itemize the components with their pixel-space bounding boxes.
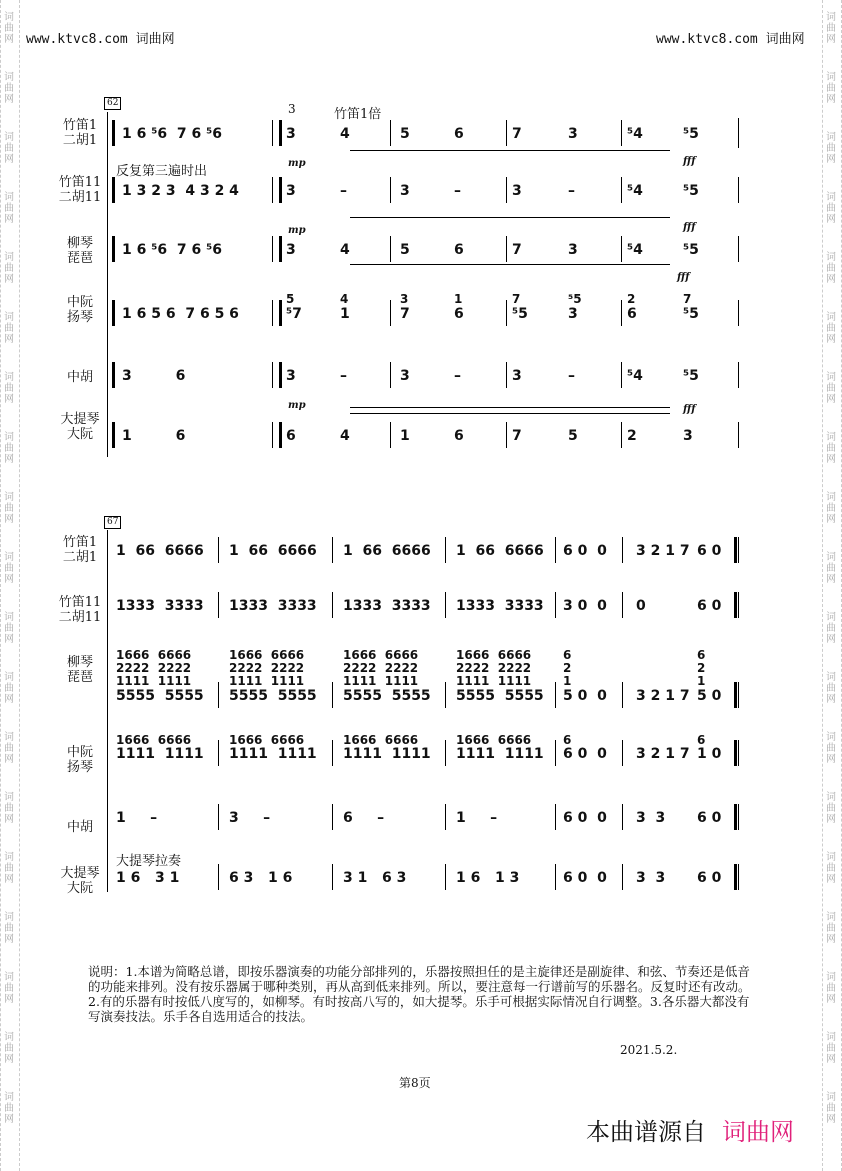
- instrument-label: 竹笛11 二胡11: [58, 175, 102, 205]
- intro-notes: 1 3 2 3 4 3 2 4: [122, 183, 239, 199]
- note-cell: 5555 5555: [116, 688, 204, 704]
- final-bar: [734, 864, 737, 890]
- bar-line: [272, 422, 273, 448]
- chord-note: 1111 1111: [343, 674, 419, 688]
- instrument-label: 竹笛11 二胡11: [58, 595, 102, 625]
- watermark-mark: 词 曲 网: [4, 372, 14, 405]
- crescendo-line: [350, 217, 670, 218]
- dynamic-fff: fff: [683, 156, 696, 167]
- final-bar: [734, 740, 737, 766]
- note-cell: 1111 1111: [456, 746, 544, 762]
- note-cell: 1 –: [116, 810, 158, 826]
- note-cell: 1333 3333: [343, 598, 431, 614]
- repeat-bar: [279, 422, 282, 448]
- bar-line: [622, 804, 623, 830]
- bar-line: [390, 362, 391, 388]
- bar-line: [218, 682, 219, 708]
- note-cell: 1111 1111: [229, 746, 317, 762]
- bar-line: [218, 864, 219, 890]
- watermark-mark: 词 曲 网: [826, 12, 836, 45]
- bar-line: [738, 740, 739, 766]
- note-cell: 7: [512, 242, 522, 258]
- note-cell: 5: [400, 242, 410, 258]
- bar-line: [332, 682, 333, 708]
- note-cell: 6 –: [343, 810, 385, 826]
- repeat-bar: [279, 177, 282, 203]
- crescendo-line: [350, 407, 670, 408]
- repeat-bar: [112, 422, 115, 448]
- chord-note: 2222 2222: [116, 661, 192, 675]
- note-cell: ⁵4: [627, 183, 643, 199]
- note-cell: ⁵4: [627, 242, 643, 258]
- watermark-mark: 词 曲 网: [4, 312, 14, 345]
- note-cell: 6 0: [697, 870, 722, 886]
- bar-line: [506, 362, 507, 388]
- watermark-mark: 词 曲 网: [4, 972, 14, 1005]
- upper-note: 1666 6666: [343, 733, 419, 747]
- note-cell: 3 3: [636, 810, 666, 826]
- note-cell: 3: [286, 242, 296, 258]
- chord-note: 1111 1111: [229, 674, 305, 688]
- instrument-label: 中阮 扬琴: [66, 295, 93, 325]
- upper-note: 7: [512, 292, 521, 306]
- dynamic-mp: mp: [288, 225, 306, 236]
- note-cell: ⁵5: [683, 126, 699, 142]
- watermark-mark: 词 曲 网: [826, 312, 836, 345]
- bar-line: [738, 537, 739, 563]
- note-cell: –: [568, 183, 575, 199]
- watermark-mark: 词 曲 网: [826, 72, 836, 105]
- bar-line: [622, 592, 623, 618]
- watermark-mark: 词 曲 网: [4, 852, 14, 885]
- dynamic-mp: mp: [288, 400, 306, 411]
- bar-line: [445, 740, 446, 766]
- note-cell: 4: [340, 428, 350, 444]
- bar-line: [390, 236, 391, 262]
- instrument-label: 竹笛1 二胡1: [62, 535, 98, 565]
- note-cell: 1: [340, 306, 350, 322]
- repeat-bar: [279, 120, 282, 146]
- bar-line: [218, 740, 219, 766]
- upper-note: 1666 6666: [116, 733, 192, 747]
- note-cell: 1 66 6666: [456, 543, 544, 559]
- watermark-mark: 词 曲 网: [826, 432, 836, 465]
- instrument-label: 大提琴 大阮: [60, 866, 100, 896]
- watermark-mark: 词 曲 网: [826, 612, 836, 645]
- bar-line: [390, 120, 391, 146]
- final-bar: [734, 804, 737, 830]
- repeat-bar: [112, 120, 115, 146]
- note-cell: 6 3 1 6: [229, 870, 293, 886]
- watermark-mark: 词 曲 网: [826, 372, 836, 405]
- note-cell: 3 –: [229, 810, 271, 826]
- final-bar: [734, 537, 737, 563]
- watermark-mark: 词 曲 网: [826, 732, 836, 765]
- note-cell: ⁵7: [286, 306, 302, 322]
- bar-line: [506, 120, 507, 146]
- bar-line: [555, 682, 556, 708]
- dynamic-fff: fff: [683, 404, 696, 415]
- note-cell: ⁵4: [627, 126, 643, 142]
- instrument-label: 中胡: [66, 370, 93, 385]
- bar-line: [621, 120, 622, 146]
- note-cell: 6 0: [697, 543, 722, 559]
- watermark-mark: 词 曲 网: [4, 132, 14, 165]
- repeat-bar: [112, 177, 115, 203]
- note-cell: 3 3: [636, 870, 666, 886]
- chord-note: 2222 2222: [343, 661, 419, 675]
- bar-line: [506, 300, 507, 326]
- note-cell: ⁵5: [683, 306, 699, 322]
- final-bar: [734, 592, 737, 618]
- bar-line: [738, 592, 739, 618]
- bar-line: [445, 682, 446, 708]
- note-cell: 3: [568, 306, 578, 322]
- instrument-label: 柳琴 琵琶: [66, 655, 93, 685]
- dynamic-fff: fff: [683, 222, 696, 233]
- bar-line: [555, 592, 556, 618]
- watermark-mark: 词 曲 网: [826, 1092, 836, 1125]
- bar-line: [218, 537, 219, 563]
- triplet-mark: 3: [288, 102, 296, 116]
- watermark-mark: 词 曲 网: [4, 72, 14, 105]
- bar-line: [506, 177, 507, 203]
- dynamic-fff: fff: [677, 272, 690, 283]
- bar-line: [332, 740, 333, 766]
- page-number: 第8页: [399, 1076, 431, 1090]
- watermark-mark: 词 曲 网: [4, 492, 14, 525]
- octave-annotation: 竹笛1倍: [334, 107, 382, 122]
- chord-note: 1111 1111: [116, 674, 192, 688]
- bar-line: [738, 120, 739, 146]
- upper-note: 3: [400, 292, 409, 306]
- chord-note: 1666 6666: [343, 648, 419, 662]
- note-cell: 7: [400, 306, 410, 322]
- chord-note: 1: [563, 674, 572, 688]
- bar-line: [445, 864, 446, 890]
- repeat-bar: [112, 300, 115, 326]
- note-cell: 5555 5555: [456, 688, 544, 704]
- note-cell: 5: [400, 126, 410, 142]
- note-cell: 1333 3333: [229, 598, 317, 614]
- system1-left-bar: [107, 112, 108, 457]
- bar-line: [555, 740, 556, 766]
- note-cell: 3: [400, 368, 410, 384]
- dynamic-mp: mp: [288, 158, 306, 169]
- bar-line: [332, 592, 333, 618]
- bar-line: [218, 592, 219, 618]
- bar-line: [390, 422, 391, 448]
- bar-line: [738, 422, 739, 448]
- bar-line: [621, 177, 622, 203]
- note-cell: 5555 5555: [229, 688, 317, 704]
- note-cell: –: [340, 183, 347, 199]
- note-cell: –: [568, 368, 575, 384]
- note-cell: 5 0: [697, 688, 722, 704]
- note-cell: 6 0 0: [563, 746, 607, 762]
- upper-note: 1666 6666: [456, 733, 532, 747]
- note-cell: 0: [636, 598, 646, 614]
- upper-note: 1: [454, 292, 463, 306]
- note-cell: 1 0: [697, 746, 722, 762]
- upper-note: 2: [627, 292, 636, 306]
- note-cell: ⁵5: [683, 183, 699, 199]
- watermark-mark: 词 曲 网: [4, 12, 14, 45]
- note-cell: 3: [512, 368, 522, 384]
- note-cell: 1 66 6666: [229, 543, 317, 559]
- note-cell: –: [454, 183, 461, 199]
- source-brand-link[interactable]: 词曲网: [722, 1118, 794, 1146]
- bar-line: [738, 300, 739, 326]
- bar-line: [738, 177, 739, 203]
- note-cell: 1333 3333: [456, 598, 544, 614]
- cello-annotation: 大提琴拉奏: [116, 854, 182, 869]
- bar-line: [621, 362, 622, 388]
- note-cell: 6 0: [697, 598, 722, 614]
- note-cell: 6: [627, 306, 637, 322]
- bar-line: [738, 864, 739, 890]
- bar-line: [272, 362, 273, 388]
- repeat-annotation: 反复第三遍时出: [116, 164, 208, 179]
- repeat-bar: [279, 236, 282, 262]
- crescendo-line: [350, 413, 670, 414]
- bar-line: [621, 300, 622, 326]
- watermark-mark: 词 曲 网: [4, 252, 14, 285]
- note-cell: 3: [286, 126, 296, 142]
- note-cell: 3 2 1 7: [636, 746, 690, 762]
- system2-left-bar: [107, 530, 108, 892]
- chord-note: 1: [697, 674, 706, 688]
- bar-line: [332, 864, 333, 890]
- upper-note: 7: [683, 292, 692, 306]
- note-cell: 3: [400, 183, 410, 199]
- watermark-mark: 词 曲 网: [4, 552, 14, 585]
- repeat-bar: [279, 300, 282, 326]
- bar-line: [622, 740, 623, 766]
- bar-line: [555, 537, 556, 563]
- upper-note: 6: [697, 733, 706, 747]
- note-cell: 6: [454, 428, 464, 444]
- note-cell: 3: [286, 368, 296, 384]
- bar-line: [622, 864, 623, 890]
- chord-note: 2: [697, 661, 706, 675]
- source-credit: [586, 1112, 794, 1147]
- measure-number-67: 67: [104, 516, 121, 529]
- upper-note: 1666 6666: [229, 733, 305, 747]
- instrument-label: 柳琴 琵琶: [66, 236, 93, 266]
- note-cell: 5: [568, 428, 578, 444]
- bar-line: [332, 804, 333, 830]
- note-cell: 4: [340, 126, 350, 142]
- note-cell: ⁵5: [512, 306, 528, 322]
- note-cell: 1333 3333: [116, 598, 204, 614]
- note-cell: 3 0 0: [563, 598, 607, 614]
- bar-line: [272, 177, 273, 203]
- bar-line: [738, 804, 739, 830]
- chord-note: 2222 2222: [229, 661, 305, 675]
- note-cell: 6: [454, 242, 464, 258]
- note-cell: 6: [286, 428, 296, 444]
- final-bar: [734, 682, 737, 708]
- note-cell: ⁵5: [683, 368, 699, 384]
- note-cell: 3 1 6 3: [343, 870, 407, 886]
- bar-line: [272, 120, 273, 146]
- note-cell: 3 2 1 7: [636, 543, 690, 559]
- watermark-mark: 词 曲 网: [826, 972, 836, 1005]
- watermark-mark: 词 曲 网: [826, 252, 836, 285]
- note-cell: 2: [627, 428, 637, 444]
- instrument-label: 竹笛1 二胡1: [62, 118, 98, 148]
- note-cell: –: [454, 368, 461, 384]
- instrument-label: 中胡: [66, 820, 93, 835]
- note-cell: 4: [340, 242, 350, 258]
- bar-line: [622, 537, 623, 563]
- header-url-left[interactable]: www.ktvc8.com 词曲网: [26, 32, 175, 47]
- bar-line: [506, 236, 507, 262]
- intro-notes: 1 6 ⁵6 7 6 ⁵6: [122, 242, 222, 258]
- watermark-mark: 词 曲 网: [4, 672, 14, 705]
- watermark-mark: 词 曲 网: [4, 912, 14, 945]
- bar-line: [332, 537, 333, 563]
- watermark-mark: 词 曲 网: [826, 1032, 836, 1065]
- bar-line: [272, 236, 273, 262]
- chord-note: 1666 6666: [456, 648, 532, 662]
- bar-line: [555, 864, 556, 890]
- watermark-mark: 词 曲 网: [4, 732, 14, 765]
- chord-note: 1666 6666: [229, 648, 305, 662]
- bar-line: [390, 300, 391, 326]
- chord-note: 6: [563, 648, 572, 662]
- measure-number-62: 62: [104, 97, 121, 110]
- crescendo-line: [350, 264, 670, 265]
- note-cell: 1: [400, 428, 410, 444]
- note-cell: –: [340, 368, 347, 384]
- intro-notes: 1 6 ⁵6 7 6 ⁵6: [122, 126, 222, 142]
- note-cell: 6 0 0: [563, 870, 607, 886]
- note-cell: 3: [683, 428, 693, 444]
- bar-line: [390, 177, 391, 203]
- bar-line: [218, 804, 219, 830]
- bar-line: [738, 682, 739, 708]
- watermark-mark: 词 曲 网: [826, 792, 836, 825]
- bar-line: [622, 682, 623, 708]
- bar-line: [445, 804, 446, 830]
- repeat-bar: [112, 362, 115, 388]
- watermark-mark: 词 曲 网: [4, 792, 14, 825]
- explanation-note: 说明：1.本谱为简略总谱，即按乐器演奏的功能分部排列的，乐器按照担任的是主旋律还是副旋律、和弦、节奏还是低音的功能来排列。没有按乐器属于哪种类别，再从高到低来排列。所以，要注意每一行谱前写的乐器名。反复时还有改动。2.有的乐器有时按低八度写的，如柳琴。有时按高八写的，如大提琴。乐手可根据实际情况自行调整。3.各乐器大都没有写演奏技法。乐手各自选用适合的技法。: [88, 964, 751, 1024]
- note-cell: 6 0: [697, 810, 722, 826]
- watermark-mark: 词 曲 网: [4, 192, 14, 225]
- header-url-right[interactable]: www.ktvc8.com 词曲网: [656, 32, 805, 47]
- note-cell: 1 66 6666: [116, 543, 204, 559]
- upper-note: ⁵5: [568, 292, 582, 306]
- watermark-mark: 词 曲 网: [4, 1092, 14, 1125]
- upper-note: 4: [340, 292, 349, 306]
- date: 2021.5.2.: [620, 1043, 678, 1057]
- note-cell: 6 0 0: [563, 543, 607, 559]
- chord-note: 2222 2222: [456, 661, 532, 675]
- note-cell: ⁵4: [627, 368, 643, 384]
- watermark-mark: 词 曲 网: [4, 612, 14, 645]
- source-prefix: 本曲谱源自: [586, 1118, 706, 1146]
- note-cell: 7: [512, 428, 522, 444]
- crescendo-line: [350, 150, 670, 151]
- watermark-mark: 词 曲 网: [4, 1032, 14, 1065]
- chord-note: 1111 1111: [456, 674, 532, 688]
- note-cell: 1 –: [456, 810, 498, 826]
- note-cell: 1111 1111: [116, 746, 204, 762]
- note-cell: 6: [454, 306, 464, 322]
- note-cell: 3: [512, 183, 522, 199]
- intro-notes: 3 6: [122, 368, 186, 384]
- bar-line: [506, 422, 507, 448]
- watermark-mark: 词 曲 网: [826, 192, 836, 225]
- note-cell: 1 6 3 1: [116, 870, 180, 886]
- watermark-mark: 词 曲 网: [826, 492, 836, 525]
- watermark-mark: 词 曲 网: [826, 552, 836, 585]
- bar-line: [621, 422, 622, 448]
- bar-line: [738, 236, 739, 262]
- watermark-mark: 词 曲 网: [826, 132, 836, 165]
- upper-note: 6: [563, 733, 572, 747]
- note-cell: 3: [286, 183, 296, 199]
- chord-note: 1666 6666: [116, 648, 192, 662]
- intro-notes: 1 6: [122, 428, 186, 444]
- note-cell: 3 2 1 7: [636, 688, 690, 704]
- upper-note: 5: [286, 292, 295, 306]
- note-cell: ⁵5: [683, 242, 699, 258]
- bar-line: [445, 537, 446, 563]
- repeat-bar: [279, 362, 282, 388]
- instrument-label: 大提琴 大阮: [60, 412, 100, 442]
- chord-note: 6: [697, 648, 706, 662]
- note-cell: 7: [512, 126, 522, 142]
- note-cell: 1 66 6666: [343, 543, 431, 559]
- bar-line: [621, 236, 622, 262]
- note-cell: 3: [568, 242, 578, 258]
- chord-note: 2: [563, 661, 572, 675]
- watermark-mark: 词 曲 网: [826, 852, 836, 885]
- bar-line: [272, 300, 273, 326]
- watermark-mark: 词 曲 网: [4, 432, 14, 465]
- intro-notes: 1 6 5 6 7 6 5 6: [122, 306, 239, 322]
- bar-line: [445, 592, 446, 618]
- bar-line: [738, 362, 739, 388]
- bar-line: [555, 804, 556, 830]
- instrument-label: 中阮 扬琴: [66, 745, 93, 775]
- note-cell: 6 0 0: [563, 810, 607, 826]
- watermark-mark: 词 曲 网: [826, 672, 836, 705]
- repeat-bar: [112, 236, 115, 262]
- note-cell: 5555 5555: [343, 688, 431, 704]
- note-cell: 1 6 1 3: [456, 870, 520, 886]
- watermark-mark: 词 曲 网: [826, 912, 836, 945]
- note-cell: 3: [568, 126, 578, 142]
- note-cell: 6: [454, 126, 464, 142]
- note-cell: 5 0 0: [563, 688, 607, 704]
- note-cell: 1111 1111: [343, 746, 431, 762]
